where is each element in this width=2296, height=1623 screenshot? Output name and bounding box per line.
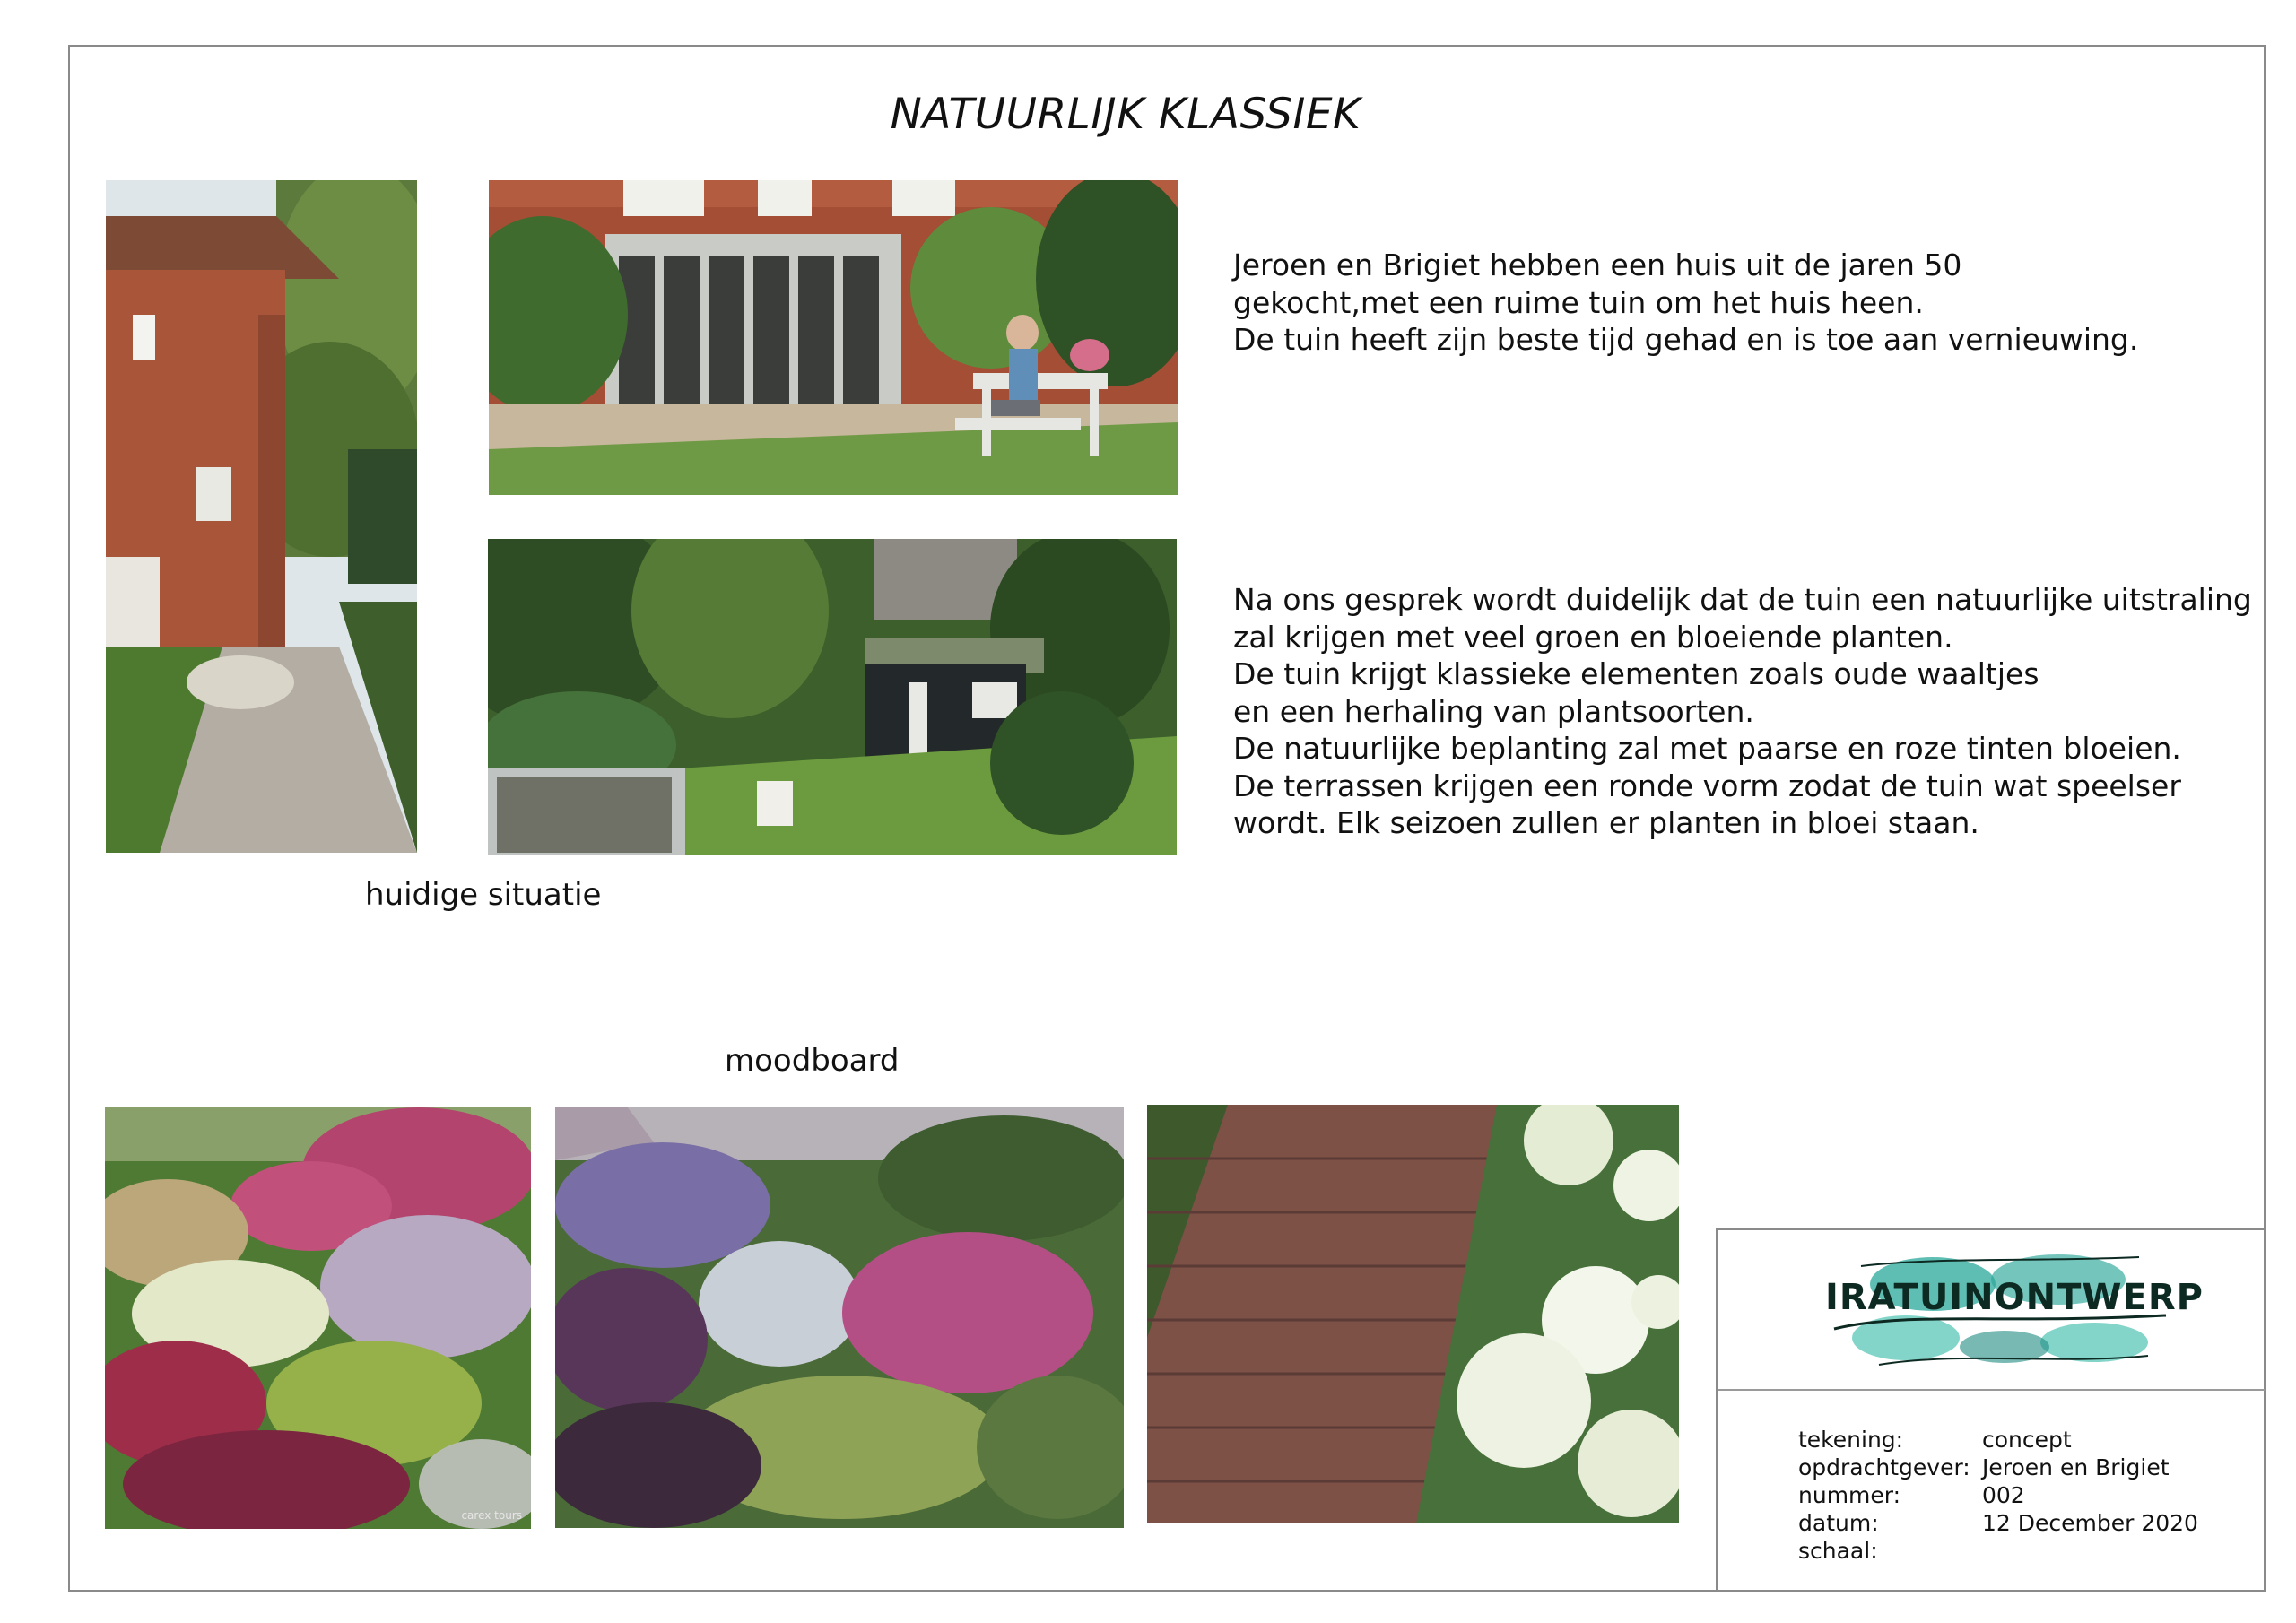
meta-row-client [1798,1454,2198,1481]
concept-line: Na ons gesprek wordt duidelijk dat de tuin een natuurlijke uitstraling [1233,582,2252,617]
concept-line: zal krijgen met veel groen en bloeiende planten. [1233,619,1953,655]
logo-text: IRATUINONTWERP [1825,1277,2204,1318]
concept-line: De natuurlijke beplanting zal met paarse en roze tinten bloeien. [1233,731,2181,766]
moodboard-photo-brick-path [1147,1105,1679,1523]
intro-line: gekocht,met een ruime tuin om het huis heen. [1233,284,1924,320]
page-title: NATUURLIJK KLASSIEK [890,90,1361,139]
title-block-divider [1718,1389,2265,1391]
photo-credit: carex tours [461,1509,522,1522]
photo-aerial-garden [488,539,1177,855]
concept-line: De terrassen krijgen een ronde vorm zodat de tuin wat speelser [1233,768,2181,803]
title-block-meta [1798,1426,2198,1565]
caption-moodboard: moodboard [725,1043,900,1079]
caption-current-situation: huidige situatie [365,877,602,913]
meta-key: tekening: [1798,1427,1904,1453]
concept-paragraph [1233,581,2252,842]
meta-value: 12 December 2020 [1982,1510,2198,1536]
meta-key: nummer: [1798,1482,1901,1508]
meta-row-scale [1798,1537,2198,1565]
meta-row-date [1798,1509,2198,1537]
meta-key: opdrachtgever: [1798,1454,1970,1480]
meta-key: schaal: [1798,1538,1878,1564]
intro-line: De tuin heeft zijn beste tijd gehad en is toe aan vernieuwing. [1233,322,2139,357]
concept-line: wordt. Elk seizoen zullen er planten in bloei staan. [1233,805,1979,840]
meta-key: datum: [1798,1510,1879,1536]
meta-row-number [1798,1481,2198,1509]
title-block [1716,1228,2265,1591]
moodboard-photo-echinacea [555,1107,1124,1528]
meta-value: concept [1982,1427,2072,1453]
concept-line: en een herhaling van plantsoorten. [1233,693,1754,729]
meta-value: Jeroen en Brigiet [1982,1454,2170,1480]
company-logo [1825,1230,2204,1383]
intro-line: Jeroen en Brigiet hebben een huis uit de jaren 50 [1233,247,1962,282]
meta-value: 002 [1982,1482,2025,1508]
intro-paragraph [1233,247,2138,359]
photo-conservatory [489,180,1178,495]
meta-row-drawing [1798,1426,2198,1454]
photo-side-path [106,180,417,853]
moodboard-photo-perennials [105,1107,531,1529]
concept-line: De tuin krijgt klassieke elementen zoals oude waaltjes [1233,656,2039,691]
